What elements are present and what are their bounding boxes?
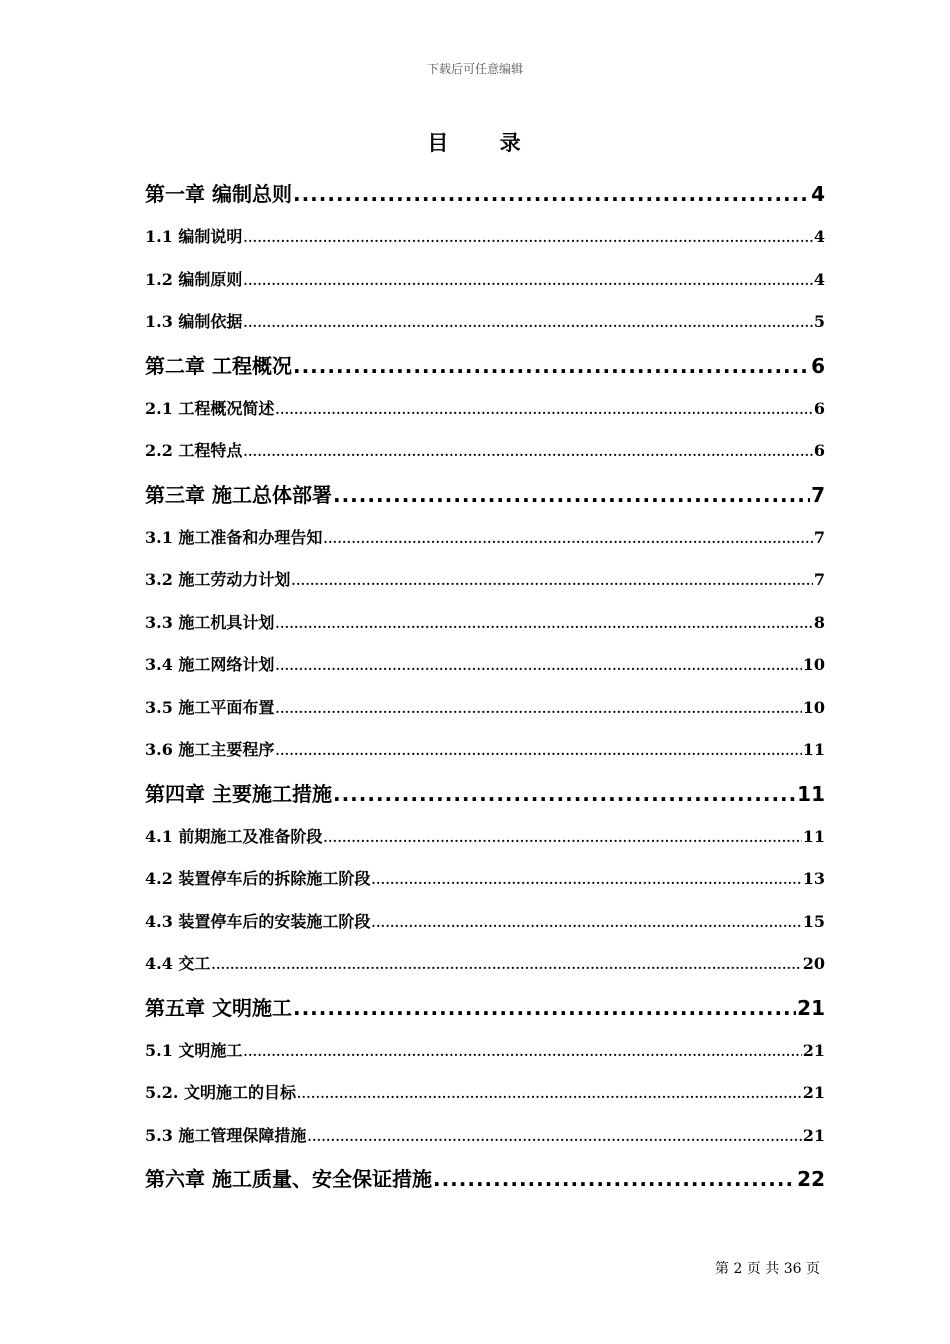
toc-entry-page-number: 6 [813, 398, 825, 418]
toc-section-entry[interactable] [145, 301, 825, 344]
toc-dot-leader [275, 389, 812, 432]
toc-dot-leader [333, 473, 810, 517]
toc-dot-leader [243, 431, 812, 474]
toc-entry-page-number: 5 [813, 312, 825, 331]
toc-entry-label: 4.4 交工 [145, 954, 211, 973]
toc-dot-leader [211, 944, 801, 987]
toc-title: 目 录 [427, 131, 543, 155]
toc-dot-leader [275, 645, 801, 688]
toc-entry-label: 3.2 施工劳动力计划 [145, 570, 291, 589]
toc-entry-page-number: 11 [802, 826, 825, 846]
toc-entry-page-number: 10 [802, 655, 825, 674]
toc-dot-leader [293, 344, 810, 388]
toc-entry-page-number: 7 [813, 570, 825, 589]
toc-entry-page-number: 11 [797, 781, 825, 806]
toc-entry-page-number: 7 [813, 527, 825, 547]
toc-entry-label: 1.3 编制依据 [145, 312, 243, 331]
toc-dot-leader [293, 172, 810, 216]
toc-entry-label: 1.1 编制说明 [145, 227, 243, 246]
toc-section-entry[interactable] [145, 559, 825, 602]
toc-section-entry[interactable] [145, 1115, 825, 1158]
toc-chapter-entry[interactable] [145, 344, 825, 388]
table-of-contents [145, 172, 825, 1201]
toc-section-entry[interactable] [145, 517, 825, 560]
toc-entry-page-number: 8 [813, 612, 825, 632]
toc-section-entry[interactable] [145, 858, 825, 901]
toc-chapter-entry[interactable] [145, 772, 825, 816]
toc-dot-leader [243, 302, 812, 345]
toc-entry-label: 2.1 工程概况简述 [145, 398, 275, 418]
toc-section-entry[interactable] [145, 1072, 825, 1115]
toc-section-entry[interactable] [145, 901, 825, 944]
toc-dot-leader [323, 518, 812, 561]
toc-entry-label: 3.3 施工机具计划 [145, 612, 275, 632]
toc-entry-page-number: 4 [811, 182, 825, 206]
page-footer: 第 2 页 共 36 页 [715, 1261, 820, 1277]
toc-dot-leader [243, 260, 812, 303]
toc-dot-leader [433, 1157, 796, 1201]
toc-section-entry[interactable] [145, 943, 825, 986]
header-note: 下载后可任意编辑 [426, 62, 523, 76]
toc-entry-label: 第六章 施工质量、安全保证措施 [145, 1167, 432, 1191]
toc-entry-label: 3.5 施工平面布置 [145, 697, 275, 717]
toc-dot-leader [275, 730, 801, 773]
toc-entry-label: 5.3 施工管理保障措施 [145, 1125, 307, 1145]
toc-entry-page-number: 6 [811, 353, 825, 378]
toc-entry-label: 第三章 施工总体部署 [145, 482, 332, 507]
toc-section-entry[interactable] [145, 602, 825, 645]
toc-entry-label: 第四章 主要施工措施 [145, 781, 332, 806]
toc-entry-page-number: 7 [811, 482, 825, 507]
toc-section-entry[interactable] [145, 259, 825, 302]
toc-entry-page-number: 6 [813, 441, 825, 460]
toc-section-entry[interactable] [145, 430, 825, 473]
toc-entry-page-number: 11 [802, 740, 825, 759]
toc-section-entry[interactable] [145, 388, 825, 431]
toc-dot-leader [371, 902, 801, 945]
toc-entry-page-number: 4 [813, 269, 825, 289]
toc-dot-leader [243, 217, 812, 260]
toc-dot-leader [297, 1073, 802, 1116]
toc-entry-page-number: 4 [813, 227, 825, 246]
toc-entry-page-number: 15 [802, 911, 825, 931]
toc-dot-leader [293, 986, 796, 1030]
toc-entry-label: 4.1 前期施工及准备阶段 [145, 826, 323, 846]
toc-entry-label: 2.2 工程特点 [145, 441, 243, 460]
toc-entry-label: 3.1 施工准备和办理告知 [145, 527, 323, 547]
toc-entry-label: 第五章 文明施工 [145, 995, 292, 1020]
toc-section-entry[interactable] [145, 816, 825, 859]
toc-dot-leader [307, 1116, 801, 1159]
toc-dot-leader [291, 560, 812, 603]
toc-entry-page-number: 21 [802, 1083, 825, 1102]
toc-entry-page-number: 21 [797, 995, 825, 1020]
toc-entry-page-number: 13 [802, 869, 825, 888]
toc-entry-page-number: 21 [802, 1125, 825, 1145]
toc-dot-leader [275, 688, 801, 731]
toc-entry-label: 4.3 装置停车后的安装施工阶段 [145, 911, 371, 931]
toc-dot-leader [275, 603, 812, 646]
toc-dot-leader [243, 1031, 801, 1074]
toc-section-entry[interactable] [145, 644, 825, 687]
toc-entry-page-number: 10 [802, 697, 825, 717]
toc-entry-label: 3.4 施工网络计划 [145, 655, 275, 674]
toc-section-entry[interactable] [145, 1030, 825, 1073]
toc-section-entry[interactable] [145, 216, 825, 259]
toc-entry-label: 5.2. 文明施工的目标 [145, 1083, 296, 1102]
toc-chapter-entry[interactable] [145, 1157, 825, 1201]
toc-section-entry[interactable] [145, 687, 825, 730]
toc-entry-page-number: 22 [797, 1167, 825, 1191]
toc-chapter-entry[interactable] [145, 986, 825, 1030]
toc-entry-label: 4.2 装置停车后的拆除施工阶段 [145, 869, 371, 888]
toc-dot-leader [371, 859, 801, 902]
toc-entry-page-number: 20 [802, 954, 825, 973]
toc-chapter-entry[interactable] [145, 473, 825, 517]
toc-entry-label: 第二章 工程概况 [145, 353, 292, 378]
toc-entry-label: 5.1 文明施工 [145, 1040, 243, 1060]
toc-entry-page-number: 21 [802, 1040, 825, 1060]
toc-dot-leader [333, 772, 796, 816]
toc-entry-label: 1.2 编制原则 [145, 269, 243, 289]
toc-entry-label: 第一章 编制总则 [145, 182, 292, 206]
toc-chapter-entry[interactable] [145, 172, 825, 216]
toc-dot-leader [323, 817, 801, 860]
toc-section-entry[interactable] [145, 729, 825, 772]
toc-entry-label: 3.6 施工主要程序 [145, 740, 275, 759]
